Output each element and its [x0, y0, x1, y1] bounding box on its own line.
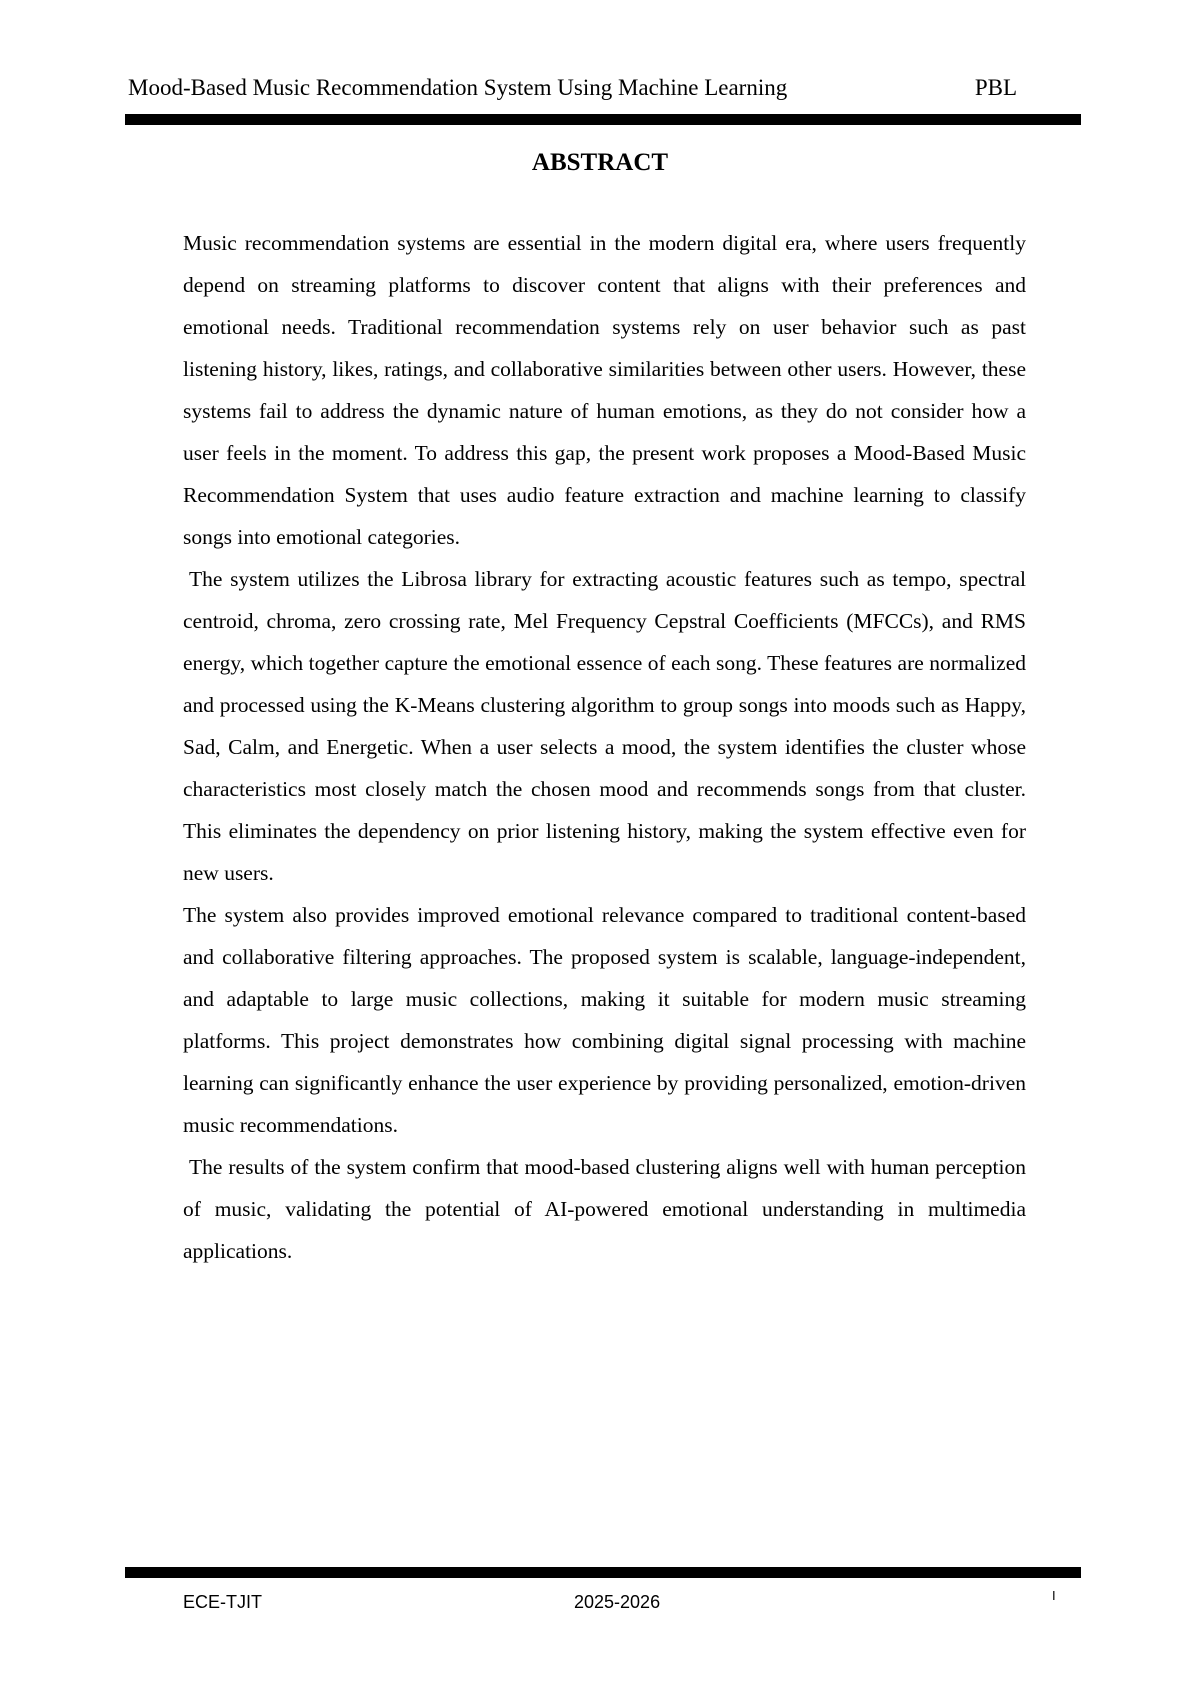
abstract-paragraph-3: The system also provides improved emotional relevance compared to traditional content-based and collaborative filtering approaches. The proposed system is scalable, language-independent, and adaptable to large music collections, making it suitable for modern music streaming platforms. This project demonstrates how combining digital signal processing with machine learning can significantly enhance the user experience by providing personalized, emotion-driven music recommendations.: [183, 903, 1026, 1137]
footer-rule: [125, 1567, 1081, 1578]
footer-year: 2025-2026: [574, 1592, 661, 1612]
abstract-paragraph-4: The results of the system confirm that mood-based clustering aligns well with human perception of music, validating the potential of AI-powered emotional understanding in multimedia applications.: [183, 1155, 1026, 1263]
abstract-body: [183, 222, 1026, 1272]
page-title: ABSTRACT: [531, 149, 669, 176]
abstract-paragraph-2: The system utilizes the Librosa library for extracting acoustic features such as tempo, spectral centroid, chroma, zero crossing rate, Mel Frequency Cepstral Coefficients (MFCCs), and RMS energy, which together capture the emotional essence of each song. These features are normalized and processed using the K-Means clustering algorithm to group songs into moods such as Happy, Sad, Calm, and Energetic. When a user selects a mood, the system identifies the cluster whose characteristics most closely match the chosen mood and recommends songs from that cluster. This eliminates the dependency on prior listening history, making the system effective even for new users.: [183, 567, 1026, 885]
header-rule: [125, 114, 1081, 125]
running-header-tag: PBL: [974, 75, 1017, 100]
running-header-title: Mood-Based Music Recommendation System Using Machine Learning: [128, 75, 788, 100]
abstract-paragraph-1: Music recommendation systems are essential in the modern digital era, where users frequently depend on streaming platforms to discover content that aligns with their preferences and emotional needs. Traditional recommendation systems rely on user behavior such as past listening history, likes, ratings, and collaborative similarities between other users. However, these systems fail to address the dynamic nature of human emotions, as they do not consider how a user feels in the moment. To address this gap, the present work proposes a Mood-Based Music Recommendation System that uses audio feature extraction and machine learning to classify songs into emotional categories.: [183, 231, 1026, 549]
page-number: I: [1052, 1588, 1056, 1603]
footer-department: ECE-TJIT: [183, 1592, 262, 1612]
